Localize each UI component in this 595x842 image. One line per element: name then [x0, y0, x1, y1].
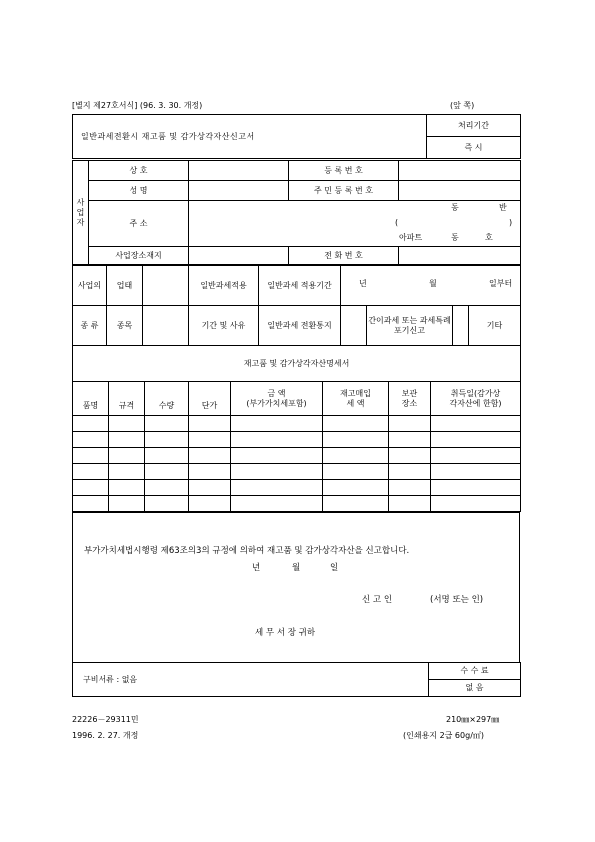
- paper-spec: (인쇄용지 2급 60g/㎡): [403, 731, 485, 740]
- signature-field[interactable]: (서명 또는 인): [430, 595, 484, 605]
- cell-tax[interactable]: [323, 416, 389, 432]
- cell-name[interactable]: [73, 448, 109, 464]
- col-amount: [231, 382, 323, 416]
- col-unit-price: 단가: [189, 382, 231, 416]
- col-storage-bottom: 장소: [401, 398, 418, 408]
- business-table: [72, 160, 521, 265]
- cell-amount[interactable]: [231, 496, 323, 512]
- business-type-label-top: 사업의: [73, 266, 107, 306]
- cell-name[interactable]: [73, 496, 109, 512]
- cell-spec[interactable]: [109, 416, 145, 432]
- cell-qty[interactable]: [145, 448, 189, 464]
- addr-dong: 동: [451, 203, 459, 212]
- cell-qty[interactable]: [145, 416, 189, 432]
- phone-field[interactable]: [399, 247, 521, 265]
- cell-tax[interactable]: [323, 448, 389, 464]
- tax-office-addressee: 세 무 서 장 귀하: [255, 628, 316, 638]
- declarant-label: 신 고 인: [362, 595, 393, 605]
- form-code: 22226－29311민: [72, 715, 139, 724]
- cell-amount[interactable]: [231, 480, 323, 496]
- period-field[interactable]: [341, 266, 521, 306]
- table-row: [73, 480, 521, 496]
- other-label: 기타: [469, 306, 521, 346]
- cell-unit-price[interactable]: [189, 432, 231, 448]
- inventory-title: 재고품 및 감가상각자산명세서: [73, 346, 521, 382]
- period-label: 일반과세 적용기간: [259, 266, 341, 306]
- col-qty: 수량: [145, 382, 189, 416]
- inventory-rows: [73, 416, 521, 512]
- location-field[interactable]: [189, 247, 289, 265]
- cell-storage[interactable]: [389, 496, 431, 512]
- cell-spec[interactable]: [109, 464, 145, 480]
- processing-period-label: 처리기간: [427, 115, 521, 137]
- table-row: [73, 496, 521, 512]
- cell-acquisition[interactable]: [431, 464, 521, 480]
- simplified-checkbox[interactable]: [453, 306, 469, 346]
- cell-tax[interactable]: [323, 496, 389, 512]
- industry-field[interactable]: [143, 266, 189, 306]
- name-label: 성 명: [89, 181, 189, 201]
- cell-tax[interactable]: [323, 464, 389, 480]
- form-revised: 1996. 2. 27. 개정: [72, 731, 139, 740]
- cell-spec[interactable]: [109, 480, 145, 496]
- business-type-label-bottom: 종 류: [73, 306, 107, 346]
- declaration-table: [72, 512, 520, 663]
- addr-paren-open: (: [395, 218, 399, 227]
- cell-tax[interactable]: [323, 432, 389, 448]
- cell-unit-price[interactable]: [189, 496, 231, 512]
- table-row: [73, 432, 521, 448]
- front-side-label: (앞 쪽): [450, 101, 475, 110]
- notice-checkbox[interactable]: [341, 306, 367, 346]
- address-field[interactable]: [189, 201, 521, 247]
- cell-name[interactable]: [73, 432, 109, 448]
- documents-table: [72, 662, 521, 697]
- period-month: 월: [429, 279, 437, 288]
- col-acquisition: [431, 382, 521, 416]
- apply-label-top: 일반과세적용: [189, 266, 259, 306]
- resident-number-field[interactable]: [399, 181, 521, 201]
- addr-ho: 호: [485, 233, 493, 242]
- cell-name[interactable]: [73, 464, 109, 480]
- col-name: 품명: [73, 382, 109, 416]
- addr-paren-close: ): [509, 218, 513, 227]
- cell-spec[interactable]: [109, 496, 145, 512]
- declaration-month: 월: [292, 563, 301, 573]
- col-amount-bottom: (부가가치세포함): [246, 398, 307, 408]
- cell-spec[interactable]: [109, 448, 145, 464]
- form-reference: [별지 제27호서식] (96. 3. 30. 개정): [72, 101, 203, 110]
- trade-name-label: 상 호: [89, 161, 189, 181]
- cell-storage[interactable]: [389, 464, 431, 480]
- fee-value: 없 음: [429, 680, 521, 697]
- registration-number-field[interactable]: [399, 161, 521, 181]
- cell-storage[interactable]: [389, 480, 431, 496]
- cell-unit-price[interactable]: [189, 416, 231, 432]
- addr-apt: 아파트: [399, 233, 423, 242]
- cell-amount[interactable]: [231, 464, 323, 480]
- table-row: [73, 448, 521, 464]
- cell-qty[interactable]: [145, 464, 189, 480]
- cell-acquisition[interactable]: [431, 448, 521, 464]
- cell-unit-price[interactable]: [189, 464, 231, 480]
- cell-name[interactable]: [73, 416, 109, 432]
- cell-acquisition[interactable]: [431, 480, 521, 496]
- industry-label: 업태: [107, 266, 143, 306]
- table-row: [73, 416, 521, 432]
- declaration-year: 년: [252, 563, 261, 573]
- trade-name-field[interactable]: [189, 161, 289, 181]
- location-label: 사업장소재지: [89, 247, 189, 265]
- cell-storage[interactable]: [389, 448, 431, 464]
- cell-tax[interactable]: [323, 480, 389, 496]
- col-spec: 규격: [109, 382, 145, 416]
- cell-qty[interactable]: [145, 496, 189, 512]
- col-acq-top: 취득일(감가상: [450, 388, 501, 398]
- period-year: 년: [359, 279, 367, 288]
- col-tax: [323, 382, 389, 416]
- phone-label: 전 화 번 호: [289, 247, 399, 265]
- business-group-label: 사업자: [73, 161, 89, 265]
- resident-number-label: 주 민 등 록 번 호: [289, 181, 399, 201]
- address-label: 주 소: [89, 201, 189, 247]
- cell-qty[interactable]: [145, 480, 189, 496]
- item-label: 종목: [107, 306, 143, 346]
- cell-acquisition[interactable]: [431, 416, 521, 432]
- declaration-day: 일: [330, 563, 339, 573]
- cell-unit-price[interactable]: [189, 448, 231, 464]
- table-row: [73, 464, 521, 480]
- cell-storage[interactable]: [389, 432, 431, 448]
- cell-unit-price[interactable]: [189, 480, 231, 496]
- cell-qty[interactable]: [145, 432, 189, 448]
- simplified-label: 간이과세 또는 과세특례 포기신고: [367, 306, 453, 346]
- registration-number-label: 등 록 번 호: [289, 161, 399, 181]
- cell-spec[interactable]: [109, 432, 145, 448]
- cell-amount[interactable]: [231, 448, 323, 464]
- addr-apt-dong: 동: [451, 233, 459, 242]
- business-type-table: [72, 265, 521, 346]
- cell-name[interactable]: [73, 480, 109, 496]
- col-storage: [389, 382, 431, 416]
- paper-size: 210㎜×297㎜: [446, 715, 500, 724]
- col-tax-bottom: 세 액: [346, 398, 365, 408]
- cell-storage[interactable]: [389, 416, 431, 432]
- addr-ban: 반: [499, 203, 507, 212]
- title-table: [72, 114, 521, 159]
- cell-amount[interactable]: [231, 432, 323, 448]
- apply-label-bottom: 기간 및 사유: [189, 306, 259, 346]
- period-from: 일부터: [489, 279, 513, 288]
- inventory-table: [72, 345, 521, 512]
- cell-amount[interactable]: [231, 416, 323, 432]
- col-acq-bottom: 각자산에 한함): [449, 398, 502, 408]
- cell-acquisition[interactable]: [431, 496, 521, 512]
- col-amount-top: 금 액: [267, 388, 286, 398]
- fee-label: 수 수 료: [429, 663, 521, 680]
- name-field[interactable]: [189, 181, 289, 201]
- declaration-area: [73, 513, 520, 663]
- notice-label: 일반과세 전환통지: [259, 306, 341, 346]
- declaration-text: 부가가치세법시행령 제63조의3의 규정에 의하여 재고품 및 감가상각자산을 신고합니다.: [84, 546, 410, 556]
- col-tax-top: 재고매입: [340, 388, 371, 398]
- item-field[interactable]: [143, 306, 189, 346]
- required-documents: 구비서류 : 없음: [73, 663, 429, 697]
- processing-period-value: 즉 시: [427, 137, 521, 159]
- col-storage-top: 보관: [401, 388, 418, 398]
- form-title: 일반과세전환시 재고품 및 감가상각자산신고서: [73, 115, 427, 159]
- cell-acquisition[interactable]: [431, 432, 521, 448]
